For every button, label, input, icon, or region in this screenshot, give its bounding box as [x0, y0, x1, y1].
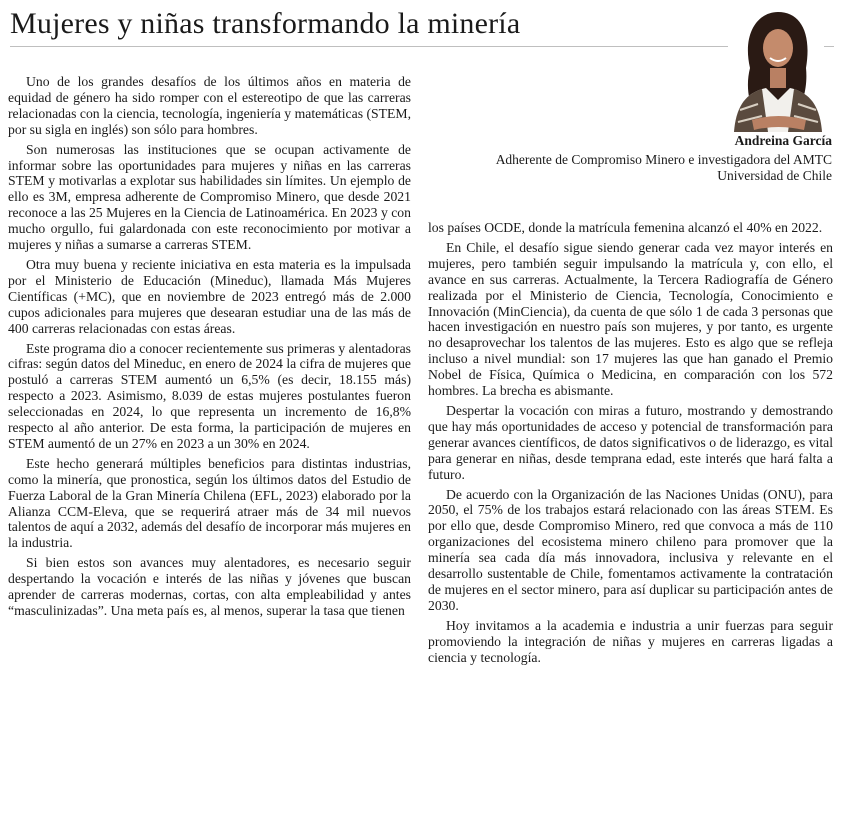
author-photo: [728, 8, 824, 132]
author-role: Adherente de Compromiso Minero e investigadora del AMTC Universidad de Chile: [495, 152, 832, 183]
author-name: Andreina García: [734, 133, 832, 148]
paragraph: Este hecho generará múltiples beneficios para distintas industrias, como la minería, que pronostica, según los últimos datos del Estudio de Fuerza Laboral de la Gran Minería Chilena (EFL, 2023) elaborado por la Alianza CCM-Eleva, que se requerirá atraer más de 34 mil nuevos talentos de aquí a 2032, además del desafío de incorporar más mujeres en la industria.: [8, 455, 411, 551]
headline: Mujeres y niñas transformando la minería: [10, 7, 521, 40]
paragraph: En Chile, el desafío sigue siendo generar cada vez mayor interés en mujeres, pero también seguir impulsando la matrícula y, con ello, el avance en sus carreras. Actualmente, la Tercera Radiografía de Género realizada por el Ministerio de Ciencia, Tecnología, Conocimiento e Innovación (MinCiencia), da cuenta de que sólo 1 de cada 3 personas que hacen investigación en nuestro país son mujeres, y por tanto, es urgente no desaprovechar los talentos de las mujeres. Esto es algo que se refleja incluso a nivel mundial: son 17 mujeres las que han ganado el Premio Nobel de Física, Química o Medicina, en comparación con los 572 hombres. La brecha es abismante.: [428, 239, 833, 399]
headline-rule: [10, 46, 834, 47]
paragraph: De acuerdo con la Organización de las Naciones Unidas (ONU), para 2050, el 75% de los trabajos estará relacionado con las áreas STEM. Es por ello que, desde Compromiso Minero, red que convoca a más de 110 organizaciones del ecosistema minero chileno para promover que la minería sea cada día más innovadora, inclusiva y relevante en el desarrollo sustentable de Chile, fomentamos activamente la contratación de mujeres en el sector minero, para así duplicar su participación antes de 2030.: [428, 486, 833, 613]
paragraph: Despertar la vocación con miras a futuro, mostrando y demostrando que hay más oportunidades de acceso y potencial de transformación para generar avances científicos, de datos significativos o de liderazgo, es vital para generar en niñas, desde temprana edad, este interés que hará falta a futuro.: [428, 402, 833, 482]
right-column: [428, 220, 833, 669]
paragraph: Hoy invitamos a la academia e industria a unir fuerzas para seguir promoviendo la integración de niñas y mujeres en carreras ligadas a ciencia y tecnología.: [428, 617, 833, 665]
paragraph: Son numerosas las instituciones que se ocupan activamente de informar sobre las oportunidades para mujeres y niñas en las carreras STEM y motivarlas a explotar sus habilidades sin límites. Un ejemplo de ello es 3M, empresa adherente de Compromiso Minero, que desde 2021 reconoce a las 25 Mujeres en la Ciencia de Latinoamérica. En 2023 y con mucho orgullo, fui galardonada con este reconocimiento por motivar a mujeres y niñas a sumarse a carreras STEM.: [8, 141, 411, 253]
paragraph-continuation: los países OCDE, donde la matrícula femenina alcanzó el 40% en 2022.: [428, 220, 823, 235]
left-column: [8, 74, 411, 623]
paragraph: Si bien estos son avances muy alentadores, es necesario seguir despertando la vocación e interés de las niñas y jóvenes que buscan aprender de carreras modernas, cortas, con alta empleabilidad y antes “masculinizadas”. Una meta país es, al menos, superar la tasa que tienen: [8, 555, 411, 618]
paragraph: Uno de los grandes desafíos de los últimos años en materia de equidad de género ha sido romper con el estereotipo de que las carreras relacionadas con la ciencia, tecnología, ingeniería y matemáticas (STEM, por su sigla en inglés) son sólo para hombres.: [8, 74, 411, 137]
paragraph: Este programa dio a conocer recientemente sus primeras y alentadoras cifras: según datos del Mineduc, en enero de 2024 la cifra de mujeres que postuló a carreras STEM aumentó un 6,5% (es decir, 18.155 más) respecto a 2023. Asimismo, 8.039 de estas mujeres postulantes fueron seleccionadas en 2024, lo que representa un incremento de 16,8% respecto al año anterior. De esta forma, la participación de mujeres en STEM aumentó de un 27% en 2023 a un 30% en 2024.: [8, 340, 411, 451]
paragraph: Otra muy buena y reciente iniciativa en esta materia es la impulsada por el Ministerio de Educación (Mineduc), llamada Más Mujeres Científicas (+MC), que en noviembre de 2023 entregó más de 2.000 cupos adicionales para mujeres que desearan estudiar una de las más de 400 carreras relacionadas con estas áreas.: [8, 256, 411, 336]
